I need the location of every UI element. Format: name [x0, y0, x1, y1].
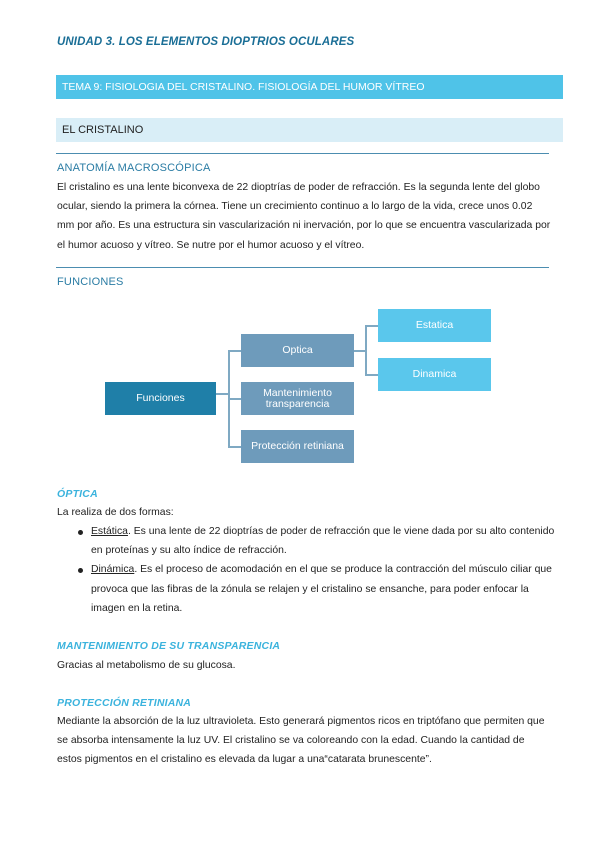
diagram-node-optica: Optica	[241, 334, 354, 367]
connector	[365, 325, 378, 327]
funciones-heading: FUNCIONES	[57, 276, 124, 288]
unit-title: UNIDAD 3. LOS ELEMENTOS DIOPTRIOS OCULARES	[57, 36, 355, 48]
funciones-diagram	[100, 305, 500, 475]
anatomia-text: El cristalino es una lente biconvexa de 22 dioptrías de poder de refracción. Es la segunda lente del globo ocular, siendo la primera la córnea. Tiene un crecimiento continuo a lo largo de la vida, crece unos 0.02 mm por año. Es una estructura sin vascularización ni inervación, por lo que se encuentra vascularizada por el humor acuoso y vítreo. Se nutre por el humor acuoso y el vítreo.	[57, 182, 551, 251]
item-text: . Es una lente de 22 dioptrías de poder de refracción que le viene dada por su alto contenido en proteínas y su alto índice de refracción.	[91, 526, 555, 557]
section-title-bar: EL CRISTALINO	[56, 118, 563, 142]
bullet-icon	[78, 530, 83, 535]
divider-line	[56, 153, 549, 154]
connector	[354, 350, 365, 352]
diagram-node-proteccion: Protección retiniana	[241, 430, 354, 463]
mantenimiento-heading: MANTENIMIENTO DE SU TRANSPARENCIA	[57, 640, 281, 652]
mantenimiento-text: Gracias al metabolismo de su glucosa.	[57, 660, 236, 671]
bullet-icon	[78, 568, 83, 573]
connector	[228, 350, 241, 352]
item-text: . Es el proceso de acomodación en el que se produce la contracción del músculo ciliar que provoca que las fibras de la zónula se relajen y el cristalino se ensanche, para poder enfocar la imagen en la retina.	[91, 564, 552, 614]
anatomia-heading: ANATOMÍA MACROSCÓPICA	[57, 162, 211, 174]
item-term: Dinámica	[91, 564, 135, 576]
list-item	[75, 522, 555, 560]
proteccion-heading: PROTECCIÓN RETINIANA	[57, 697, 192, 709]
connector	[365, 374, 378, 376]
connector	[228, 398, 241, 400]
item-term: Estática	[91, 526, 128, 537]
list-item	[75, 560, 555, 618]
diagram-root-funciones: Funciones	[105, 382, 216, 415]
proteccion-text: Mediante la absorción de la luz ultravioleta. Esto generará pigmentos ricos en triptófano que permiten que se absorba intensamente la luz UV. El cristalino se va coloreando con la edad. Cuando la cantidad de estos pigmentos en el cristalino es elevada da lugar a una“catarata brunescente”.	[57, 716, 545, 766]
topic-title-bar: TEMA 9: FISIOLOGIA DEL CRISTALINO. FISIOLOGÍA DEL HUMOR VÍTREO	[56, 75, 563, 99]
optica-intro: La realiza de dos formas:	[57, 507, 174, 518]
diagram-leaf-dinamica: Dinamica	[378, 358, 491, 391]
divider-line	[56, 267, 549, 268]
optica-heading: ÓPTICA	[57, 488, 98, 500]
connector	[228, 446, 241, 448]
optica-list	[75, 522, 555, 618]
diagram-node-mantenimiento: Mantenimiento transparencia	[241, 382, 354, 415]
connector	[216, 393, 228, 395]
connector	[365, 325, 367, 374]
diagram-leaf-estatica: Estatica	[378, 309, 491, 342]
